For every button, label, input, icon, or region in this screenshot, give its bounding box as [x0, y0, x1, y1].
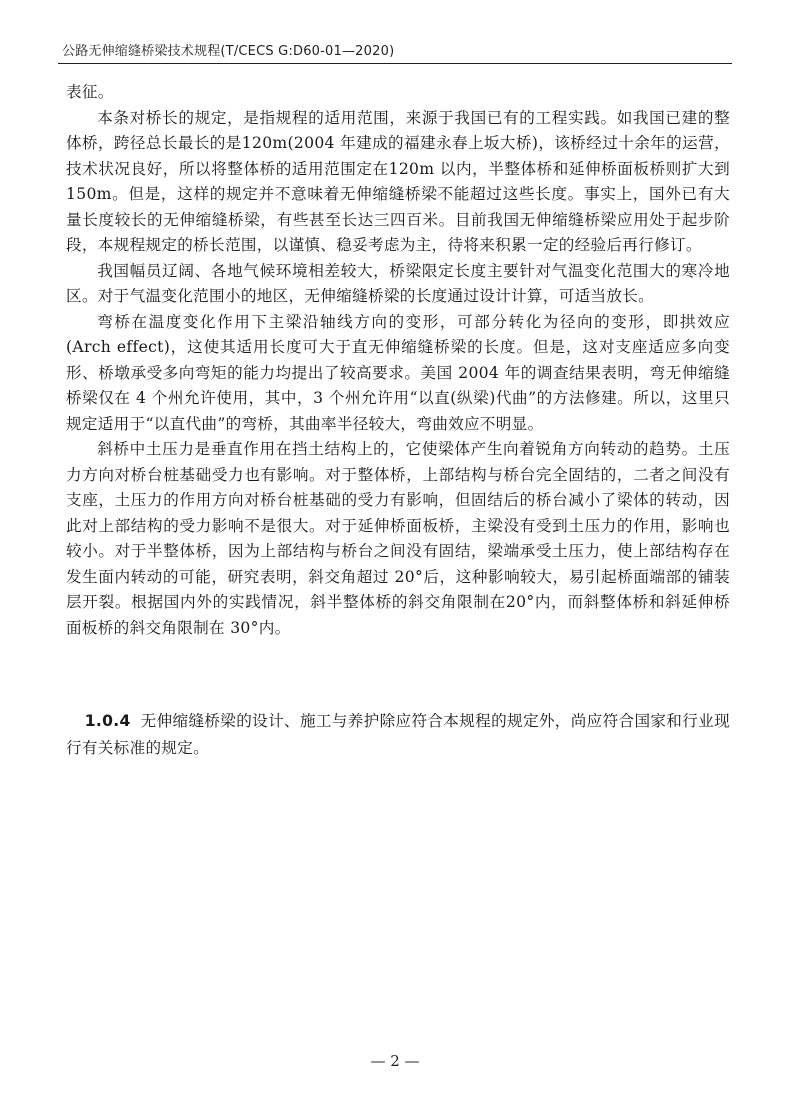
paragraph-continuation: 表征。 [66, 83, 114, 101]
paragraph-skew-bridge: 斜桥中土压力是垂直作用在挡土结构上的，它使梁体产生向着锐角方向转动的趋势。土压力方向对桥台桩基础受力也有影响。对于整体桥，上部结构与桥台完全固结的，二者之间没有支座，土压力的作用方向对桥台桩基础的受力有影响，但固结后的桥台减小了梁体的转动，因此对上部结构的受力影响不是很大。对于延伸桥面板桥，主梁没有受到土压力的作用，影响也较小。对于半整体桥，因为上部结构与桥台之间没有固结，梁端承受土压力，使上部结构存在发生面内转动的可能，研究表明，斜交角超过 20°后，这种影响较大，易引起桥面端部的铺装层开裂。根据国内外的实践情况，斜半整体桥的斜交角限制在20°内，而斜整体桥和斜延伸桥面板桥的斜交角限制在 30°内。 [66, 440, 730, 637]
paragraph-curved-bridge: 弯桥在温度变化作用下主梁沿轴线方向的变形，可部分转化为径向的变形，即拱效应(Arch effect)，这使其适用长度可大于直无伸缩缝桥梁的长度。但是，这对支座适应多向变形、桥墩承受多向弯矩的能力均提出了较高要求。美国 2004 年的调查结果表明，弯无伸缩缝桥梁仅在 4 个州允许使用，其中，3 个州允许用“以直(纵梁)代曲”的方法修建。所以，这里只规定适用于“以直代曲”的弯桥，其曲率半径较大，弯曲效应不明显。 [66, 312, 730, 433]
paragraph-bridge-length: 本条对桥长的规定，是指规程的适用范围，来源于我国已有的工程实践。如我国已建的整体桥，跨径总长最长的是120m(2004 年建成的福建永春上坂大桥)，该桥经过十余年的运营，技术状况良好，所以将整体桥的适用范围定在120m 以内，半整体桥和延伸桥面板桥则扩大到150m。但是，这样的规定并不意味着无伸缩缝桥梁不能超过这些长度。事实上，国外已有大量长度较长的无伸缩缝桥梁，有些甚至长达三四百米。目前我国无伸缩缝桥梁应用处于起步阶段，本规程规定的桥长范围，以谨慎、稳妥考虑为主，待将来积累一定的经验后再行修订。 [66, 108, 730, 254]
explanation-body [66, 80, 730, 641]
clause-1-0-4 [66, 708, 730, 762]
clause-text: 无伸缩缝桥梁的设计、施工与养护除应符合本规程的规定外，尚应符合国家和行业现行有关标准的规定。 [66, 712, 730, 757]
header-divider [58, 63, 732, 64]
clause-number: 1.0.4 [84, 712, 131, 730]
paragraph-climate: 我国幅员辽阔、各地气候环境相差较大，桥梁限定长度主要针对气温变化范围大的寒冷地区。对于气温变化范围小的地区，无伸缩缝桥梁的长度通过设计计算，可适当放长。 [66, 261, 730, 305]
page-number: — 2 — [370, 1052, 420, 1070]
running-header: 公路无伸缩缝桥梁技术规程(T/CECS G:D60-01—2020) [62, 44, 395, 59]
